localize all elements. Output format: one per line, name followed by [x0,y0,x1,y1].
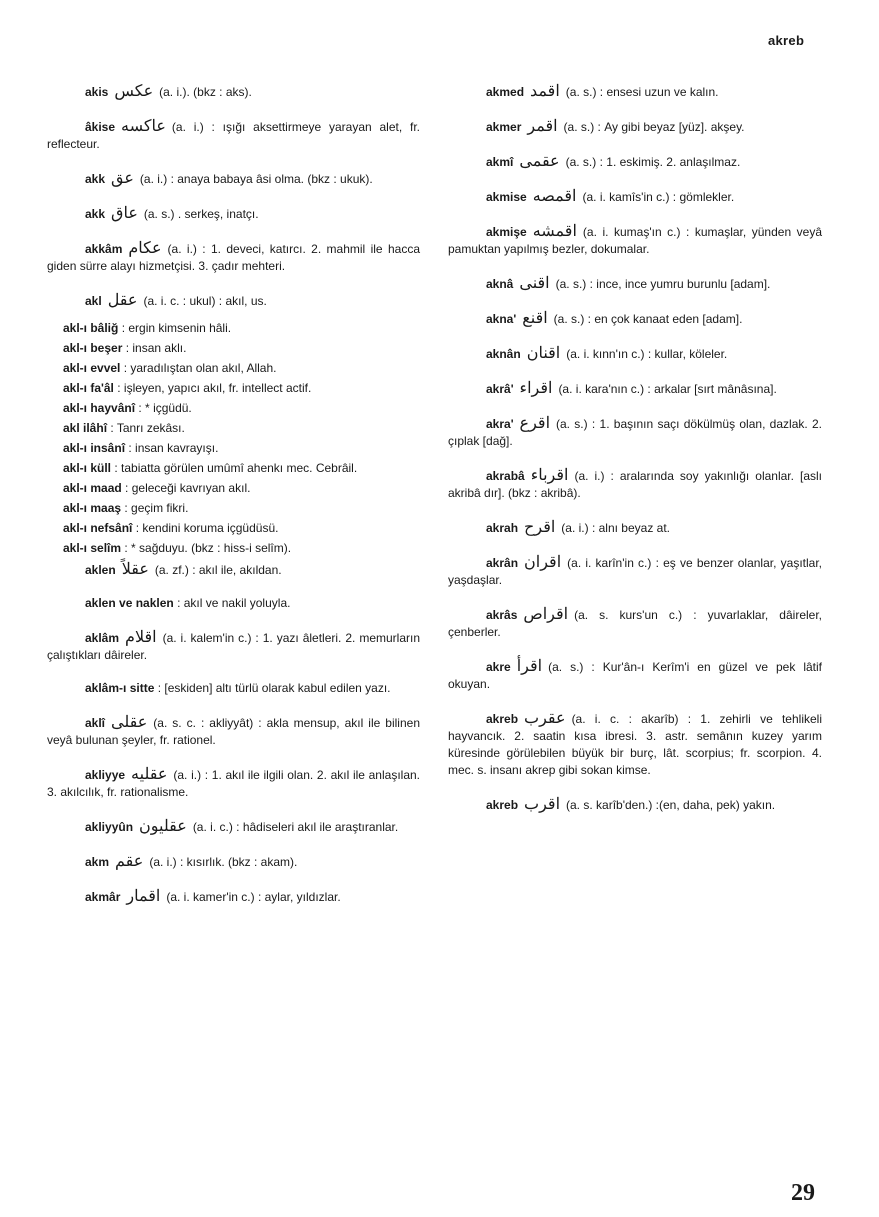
definition: : [eskiden] altı türlü olarak kabul edilen yazı. [157,681,391,695]
dictionary-entry-aklam [47,628,420,664]
dictionary-entry-akl-evvel [47,360,420,377]
definition: (a. i. kamer'in c.) : aylar, yıldızlar. [166,890,341,904]
definition: : * sağduyu. (bkz : hiss-i selîm). [124,541,292,555]
definition: : yaradılıştan olan akıl, Allah. [123,361,277,375]
headword: akl-ı küll [63,461,112,475]
headword: aknâ [486,277,514,291]
headword: akrabâ [486,469,525,483]
dictionary-entry-akl-kull [47,460,420,477]
dictionary-entry-akl-faal [47,380,420,397]
dictionary-entry-akl-ilahi [47,420,420,437]
definition: : geçim fikri. [124,501,189,515]
headword: aklâm-ı sitte [85,681,155,695]
headword: akl [85,294,102,308]
headword: akmişe [486,225,527,239]
dictionary-entry-akise [47,117,420,153]
headword: akmed [486,85,525,99]
dictionary-entry-akran [448,553,822,589]
left-column [47,82,420,922]
definition: (a. s. karîb'den.) :(en, daha, pek) yakın. [566,798,776,812]
headword: akmise [486,190,527,204]
dictionary-entry-akmise [448,187,822,206]
headword: akrâ' [486,382,514,396]
arabic-script: عقليه [131,764,168,783]
definition: (a. s.) : en çok kanaat eden [adam]. [553,312,743,326]
headword: akmer [486,120,522,134]
definition: (a. s.) : 1. başının saçı dökülmüş olan, dazlak. 2. çıplak [dağ]. [448,417,822,448]
dictionary-entry-akra2 [448,414,822,450]
definition: (a. i.) : kısırlık. (bkz : akam). [149,855,298,869]
definition: (a. i. kara'nın c.) : arkalar [sırt mânâsına]. [558,382,777,396]
dictionary-entry-akmar [47,887,420,906]
definition: (a. i. karîn'in c.) : eş ve benzer olanlar, yaşıtlar, yaşdaşlar. [448,556,822,587]
definition: (a. i. c.) : hâdiseleri akıl ile araştıranlar. [192,820,399,834]
headword: akm [85,855,110,869]
headword: akl-ı selîm [63,541,122,555]
headword: akl-ı insânî [63,441,126,455]
dictionary-entry-akmer [448,117,822,136]
arabic-script: عقمى [519,151,560,170]
dictionary-entry-akl-selim [47,540,420,557]
headword: akmâr [85,890,121,904]
headword: akl-ı hayvânî [63,401,136,415]
definition: : akıl ve nakil yoluyla. [177,596,291,610]
headword: akl-ı maad [63,481,122,495]
headword: akl-ı maaş [63,501,122,515]
definition: : * içgüdü. [138,401,192,415]
dictionary-entry-aklen-naklen [47,595,420,612]
definition: (a. i. kalem'in c.) : 1. yazı âletleri. 2. memurların çalıştıkları dâireler. [47,631,420,662]
definition: (a. s.) : 1. eskimiş. 2. anlaşılmaz. [565,155,741,169]
dictionary-entry-akl-insani [47,440,420,457]
dictionary-entry-akmed [448,82,822,101]
arabic-script: عقليون [139,816,187,835]
dictionary-entry-akra [448,379,822,398]
dictionary-entry-akna [448,274,822,293]
dictionary-entry-akkam [47,239,420,275]
definition: (a. i.) : alnı beyaz at. [561,521,670,535]
arabic-script: اقنى [519,273,550,292]
definition: (a. i. kınn'ın c.) : kullar, köleler. [566,347,728,361]
arabic-script: اقمشه [532,221,577,240]
headword: aklen [85,563,116,577]
arabic-script: اقرأ [516,656,543,675]
headword: akliyyûn [85,820,134,834]
definition: (a. i.) : 1. akıl ile ilgili olan. 2. akıl ile anlaşılan. 3. akılcılık, fr. rationalisme. [47,768,420,799]
dictionary-entry-akk1 [47,169,420,188]
dictionary-entry-akna2 [448,309,822,328]
running-head: akreb [768,33,805,48]
dictionary-entry-akreb2 [448,795,822,814]
headword: akl-ı fa'âl [63,381,114,395]
definition: : geleceği kavrıyan akıl. [125,481,251,495]
definition: : tabiatta görülen umûmî ahenkı mec. Cebrâil. [114,461,358,475]
dictionary-entry-akre [448,657,822,693]
dictionary-entry-akl-nefsani [47,520,420,537]
definition: : insan kavrayışı. [128,441,219,455]
definition: (a. s.) : ince, ince yumru burunlu [adam]. [555,277,771,291]
definition: (a. s. c. : akliyyât) : akla mensup, akıl ile bilinen veyâ bulunan şeyler, fr. rationel. [47,716,420,747]
definition: : insan aklı. [125,341,187,355]
definition: : işleyen, yapıcı akıl, fr. intellect actif. [117,381,312,395]
headword: aklâm [85,631,120,645]
arabic-script: عاق [111,203,138,222]
arabic-script: عقلاً [121,559,149,578]
headword: akl-ı beşer [63,341,123,355]
definition: (a. s.) . serkeş, inatçı. [143,207,259,221]
dictionary-entry-akl [47,291,420,310]
arabic-script: اقنان [526,343,561,362]
dictionary-entry-akm [47,852,420,871]
headword: akkâm [85,242,123,256]
arabic-script: اقنع [522,308,548,327]
definition: (a. s.) : Kur'ân-ı Kerîm'i en güzel ve pek lâtif okuyan. [448,660,822,691]
headword: akrân [486,556,519,570]
headword: akrah [486,521,519,535]
definition: (a. zf.) : akıl ile, akıldan. [154,563,282,577]
headword: aklen ve naklen [85,596,174,610]
arabic-script: عقلى [111,712,148,731]
arabic-script: اقمصه [532,186,577,205]
dictionary-entry-akraba [448,466,822,502]
arabic-script: اقراص [523,604,569,623]
dictionary-entry-akl-maas [47,500,420,517]
headword: aklî [85,716,106,730]
headword: akl-ı evvel [63,361,121,375]
dictionary-entry-aklam-sitte [47,680,420,697]
definition: (a. i. c. : ukul) : akıl, us. [143,294,267,308]
definition: (a. i.) : anaya babaya âsi olma. (bkz : ukuk). [139,172,373,186]
arabic-script: عكام [128,238,162,257]
headword: akl-ı bâliğ [63,321,119,335]
headword: âkise [85,120,116,134]
definition: : Tanrı zekâsı. [110,421,185,435]
definition: : kendini koruma içgüdüsü. [135,521,279,535]
dictionary-entry-akliyyun [47,817,420,836]
dictionary-entry-akreb1 [448,709,822,779]
arabic-script: اقراء [519,378,553,397]
arabic-script: عاكسه [121,116,166,135]
headword: aknân [486,347,521,361]
dictionary-entry-aklen [47,560,420,579]
headword: akliyye [85,768,126,782]
arabic-script: عقل [107,290,138,309]
definition: : ergin kimsenin hâli. [121,321,232,335]
headword: akre [486,660,511,674]
dictionary-entry-akli [47,713,420,749]
definition: (a. i.) : 1. deveci, katırcı. 2. mahmil ile hacca giden sürre alayı hizmetçisi. 3. çadır mehteri. [47,242,420,273]
dictionary-entry-akmi [448,152,822,171]
definition: (a. s.) : Ay gibi beyaz [yüz]. akşey. [563,120,745,134]
headword: akna' [486,312,517,326]
arabic-script: اقرباء [530,465,569,484]
arabic-script: اقمد [530,81,560,100]
definition: (a. i. kumaş'ın c.) : kumaşlar, yünden veyâ pamuktan yapılmış bezler, dokumalar. [448,225,822,256]
dictionary-entry-akl-hayvani [47,400,420,417]
arabic-script: اقلام [125,627,157,646]
headword: akmî [486,155,514,169]
dictionary-entry-akmishe [448,222,822,258]
arabic-script: اقرع [519,413,551,432]
arabic-script: اقمر [527,116,558,135]
definition: (a. i.) : aralarında soy yakınlığı olanlar. [aslı akribâ dır]. (bkz : akribâ). [448,469,822,500]
headword: akreb [486,712,519,726]
arabic-script: اقمار [126,886,161,905]
headword: akk [85,207,106,221]
dictionary-entry-akrah [448,518,822,537]
arabic-script: عقم [115,851,144,870]
definition: (a. s.) : ensesi uzun ve kalın. [565,85,719,99]
definition: (a. i. c. : akarîb) : 1. zehirli ve tehlikeli hayvancık. 2. saatin kısa ibresi. 3. astr. semânın kuzey yarım küresinde görülebilen büyük bir burç, lât. scorpius; fr. scorpion. 4. mec. s. insanı akrep gibi sokan kimse. [448,712,822,777]
arabic-script: اقرب [524,794,561,813]
headword: akreb [486,798,519,812]
headword: akk [85,172,106,186]
headword: akrâs [486,608,518,622]
definition: (a. i.) : ışığı aksettirmeye yarayan alet, fr. reflecteur. [47,120,420,151]
headword: akl-ı nefsânî [63,521,133,535]
dictionary-entry-akk2 [47,204,420,223]
page-number: 29 [791,1180,815,1206]
dictionary-entry-akl-baligh [47,320,420,337]
arabic-script: اقران [524,552,562,571]
arabic-script: عقرب [524,708,566,727]
headword: akis [85,85,109,99]
arabic-script: اقرح [524,517,556,536]
arabic-script: عق [111,168,134,187]
definition: (a. s. kurs'un c.) : yuvarlaklar, dâireler, çenberler. [448,608,822,639]
headword: akl ilâhî [63,421,108,435]
dictionary-entry-akis [47,82,420,101]
definition: (a. i.). (bkz : aks). [159,85,252,99]
dictionary-entry-akras [448,605,822,641]
headword: akra' [486,417,514,431]
definition: (a. i. kamîs'in c.) : gömlekler. [582,190,735,204]
dictionary-entry-akliyye [47,765,420,801]
arabic-script: عكس [114,81,154,100]
dictionary-entry-akl-maad [47,480,420,497]
dictionary-entry-aknan [448,344,822,363]
right-column [448,82,822,830]
dictionary-entry-akl-beser [47,340,420,357]
